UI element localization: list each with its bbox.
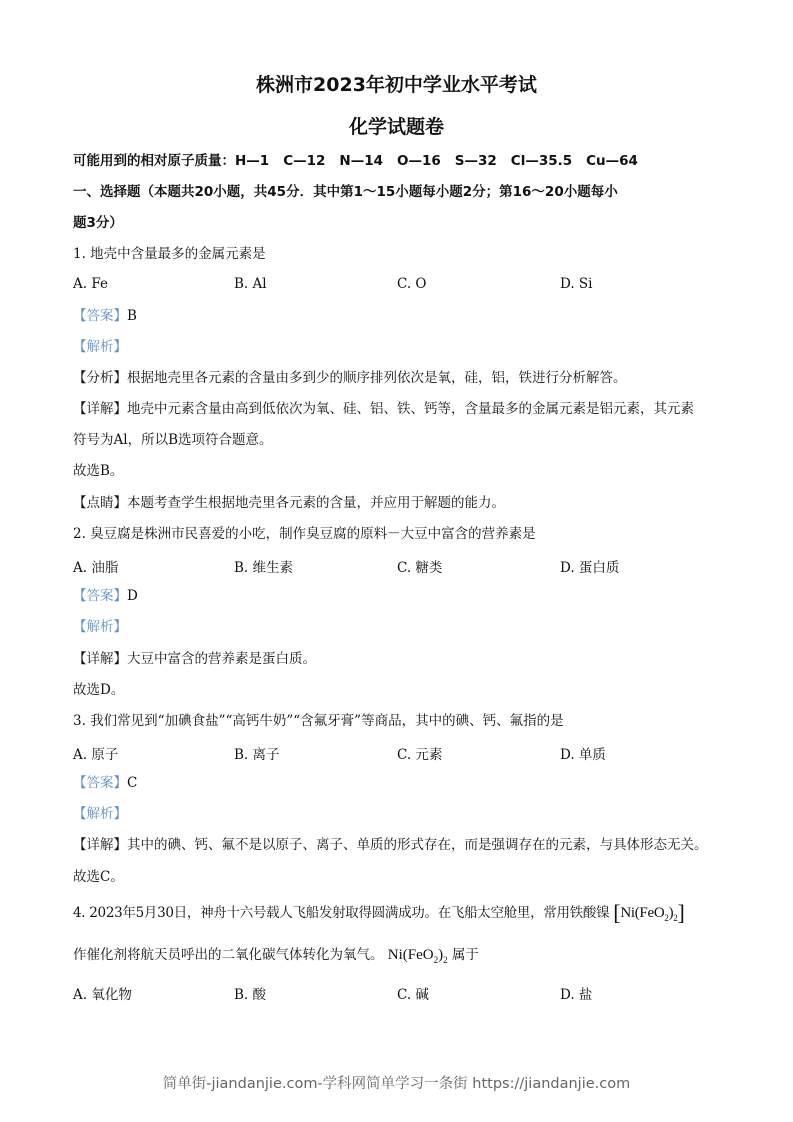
mass-item: H—1 (235, 153, 270, 169)
q4-stem-text: 4. 2023年5月30日，神舟十六号载人飞船发射取得圆满成功。在飞船太空舱里，常用铁酸镍 (73, 905, 610, 921)
q1-option-d: D. Si (560, 276, 593, 292)
page-title: 株洲市2023年初中学业水平考试 (256, 74, 537, 96)
detail-text: 地壳中元素含量由高到低依次为氧、硅、铝、铁、钙等，含量最多的金属元素是铝元素，其元素 (127, 401, 694, 417)
q3-option-c: C. 元素 (397, 747, 443, 763)
chemical-formula: $[Ni(FeO_2)_2]$ (613, 900, 685, 925)
answer-label: 【答案】 (73, 775, 127, 791)
q2-option-c: C. 糖类 (397, 560, 443, 576)
detail-text: 大豆中富含的营养素是蛋白质。 (127, 651, 316, 667)
answer-value: C (127, 775, 138, 791)
q4-option-b: B. 酸 (234, 987, 267, 1003)
question-2-stem: 2. 臭豆腐是株洲市民喜爱的小吃，制作臭豆腐的原料－大豆中富含的营养素是 (73, 526, 536, 542)
mass-item: Cu—64 (586, 153, 638, 169)
detail-label: 【详解】 (73, 651, 127, 667)
mass-item: C—12 (283, 153, 326, 169)
q2-analysis-label: 【解析】 (73, 619, 127, 635)
q1-option-c: C. O (397, 276, 427, 292)
q3-answer (73, 774, 137, 792)
answer-value: B (127, 308, 137, 324)
answer-value: D (127, 588, 138, 604)
question-4-stem-cont (73, 946, 479, 969)
q3-analysis-label: 【解析】 (73, 806, 127, 822)
q1-answer (73, 307, 137, 325)
q1-fenxi (73, 369, 627, 387)
question-3-stem: 3. 我们常见到“加碘食盐”“高钙牛奶”“含氟牙膏”等商品，其中的碘、钙、氟指的是 (73, 713, 564, 729)
mass-item: Cl—35.5 (510, 153, 573, 169)
q3-option-d: D. 单质 (560, 747, 606, 763)
q1-comment (73, 494, 505, 512)
page-subtitle: 化学试题卷 (348, 116, 444, 138)
section-heading: 一、选择题（本题共20小题，共45分．其中第1～15小题每小题2分；第16～20小题每小 (73, 184, 618, 200)
q2-option-d: D. 蛋白质 (560, 560, 620, 576)
q1-analysis-label: 【解析】 (73, 339, 127, 355)
q3-option-a: A. 原子 (73, 747, 119, 763)
q2-option-b: B. 维生素 (234, 560, 294, 576)
q2-conclusion: 故选D。 (73, 682, 125, 698)
q2-option-a: A. 油脂 (73, 560, 119, 576)
fenxi-label: 【分析】 (73, 370, 127, 386)
detail-label: 【详解】 (73, 837, 127, 853)
mass-item: N—14 (339, 153, 383, 169)
question-1-stem: 1. 地壳中含量最多的金属元素是 (73, 246, 266, 262)
comment-label: 【点睛】 (73, 495, 127, 511)
q3-option-b: B. 离子 (234, 747, 280, 763)
fenxi-text: 根据地壳里各元素的含量由多到少的顺序排列依次是氧，硅，铝，铁进行分析解答。 (127, 370, 627, 386)
section-heading-cont: 题3分） (73, 215, 123, 231)
q1-conclusion: 故选B。 (73, 463, 124, 479)
q4-stem-text: 作催化剂将航天员呼出的二氧化碳气体转化为氧气。 (73, 947, 384, 963)
q4-option-c: C. 碱 (397, 987, 429, 1003)
q1-option-b: B. Al (234, 276, 267, 292)
q3-detail (73, 836, 708, 854)
q1-option-a: A. Fe (73, 276, 108, 292)
q2-answer (73, 587, 138, 605)
q4-option-d: D. 盐 (560, 987, 593, 1003)
atomic-masses-label: 可能用到的相对原子质量： (73, 153, 235, 169)
q4-option-a: A. 氧化物 (73, 987, 132, 1003)
q4-stem-tail: 属于 (451, 947, 479, 963)
chemical-formula: $Ni(FeO_2)_2$ (387, 947, 448, 965)
answer-label: 【答案】 (73, 308, 127, 324)
detail-text: 其中的碘、钙、氟不是以原子、离子、单质的形式存在，而是强调存在的元素，与具体形态无关。 (127, 837, 708, 853)
answer-label: 【答案】 (73, 588, 127, 604)
footer-watermark: 简单街-jiandanjie.com-学科网简单学习一条街 https://jiandanjie.com (162, 1076, 631, 1092)
q3-conclusion: 故选C。 (73, 869, 124, 885)
detail-label: 【详解】 (73, 401, 127, 417)
mass-item: O—16 (397, 153, 441, 169)
atomic-masses (73, 152, 652, 170)
comment-text: 本题考查学生根据地壳里各元素的含量，并应用于解题的能力。 (127, 495, 505, 511)
q1-detail-cont: 符号为Al，所以B选项符合题意。 (73, 432, 273, 448)
question-4-stem (73, 900, 685, 927)
q1-detail (73, 400, 694, 418)
mass-item: S—32 (454, 153, 497, 169)
q2-detail (73, 650, 316, 668)
